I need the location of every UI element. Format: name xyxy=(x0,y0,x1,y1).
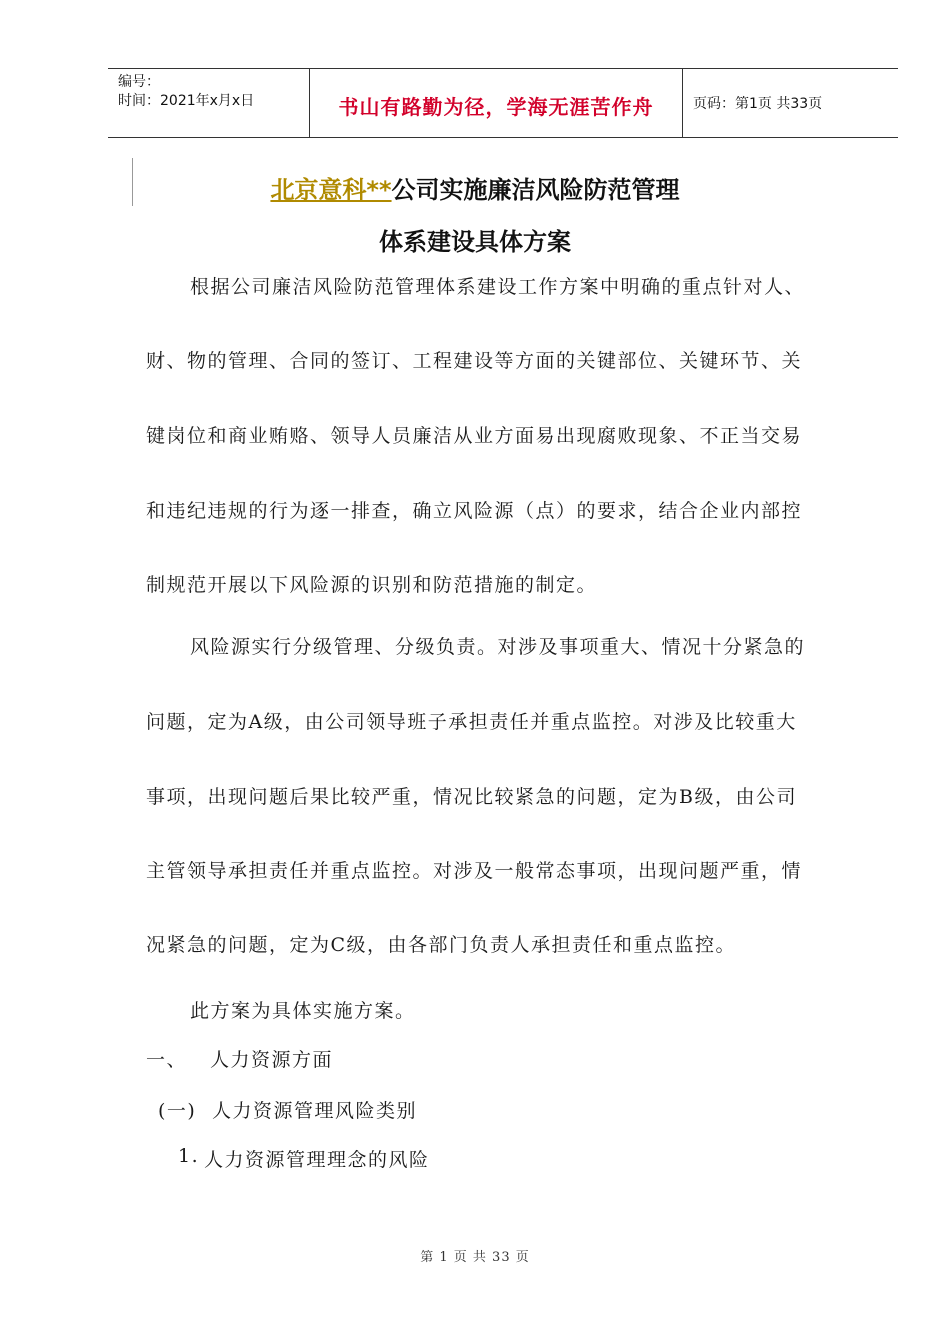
section-number: 一、 xyxy=(146,1049,188,1071)
paragraph-line: 根据公司廉洁风险防范管理体系建设工作方案中明确的重点针对人、 xyxy=(190,276,806,298)
subsection-number: (一) xyxy=(158,1100,197,1122)
paragraph-line: 事项，出现问题后果比较严重，情况比较紧急的问题，定为B级，由公司 xyxy=(146,786,797,808)
document-title xyxy=(0,170,950,205)
paragraph-line: 制规范开展以下风险源的识别和防范措施的制定。 xyxy=(146,574,598,596)
header-page-cell xyxy=(683,69,898,137)
item-number: 1. xyxy=(178,1145,200,1167)
paragraph-line: 风险源实行分级管理、分级负责。对涉及事项重大、情况十分紧急的 xyxy=(190,636,806,658)
subsection-title: 人力资源管理风险类别 xyxy=(212,1100,418,1122)
paragraph-line: 问题，定为A级，由公司领导班子承担责任并重点监控。对涉及比较重大 xyxy=(146,711,797,733)
page-header xyxy=(108,68,898,138)
paragraph-line: 键岗位和商业贿赂、领导人员廉洁从业方面易出现腐败现象、不正当交易 xyxy=(146,425,803,447)
header-page-info: 页码：第1页 共33页 xyxy=(693,96,823,112)
paragraph-line: 此方案为具体实施方案。 xyxy=(190,1000,416,1022)
section-title: 人力资源方面 xyxy=(210,1049,334,1071)
title-main: 公司实施廉洁风险防范管理 xyxy=(391,176,680,204)
document-time-label: 时间：2021年x月x日 xyxy=(118,93,255,109)
header-meta-cell xyxy=(108,69,310,137)
paragraph-line: 和违纪违规的行为逐一排查，确立风险源（点）的要求，结合企业内部控 xyxy=(146,500,803,522)
header-motto: 书山有路勤为径，学海无涯苦作舟 xyxy=(338,95,654,119)
title-company-name: 北京意科** xyxy=(270,176,392,204)
paragraph-line: 况紧急的问题，定为C级，由各部门负责人承担责任和重点监控。 xyxy=(146,934,737,956)
document-number-label: 编号： xyxy=(118,74,160,90)
page-footer: 第 1 页 共 33 页 xyxy=(420,1250,530,1265)
document-title-line2: 体系建设具体方案 xyxy=(379,228,571,256)
paragraph-line: 财、物的管理、合同的签订、工程建设等方面的关键部位、关键环节、关 xyxy=(146,350,803,372)
header-motto-cell xyxy=(310,69,683,137)
paragraph-line: 主管领导承担责任并重点监控。对涉及一般常态事项，出现问题严重，情 xyxy=(146,860,803,882)
item-title: 人力资源管理理念的风险 xyxy=(204,1149,430,1171)
